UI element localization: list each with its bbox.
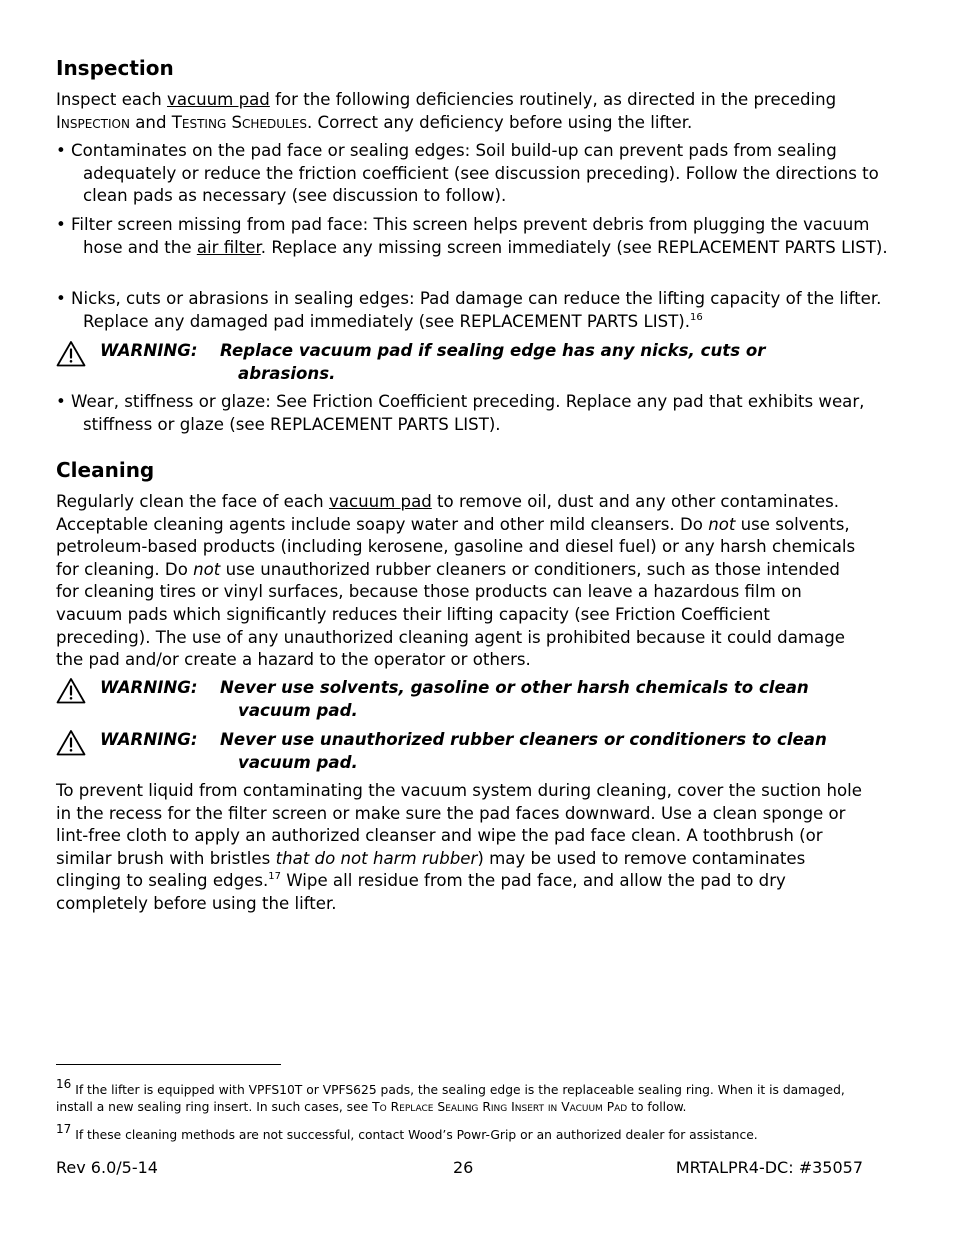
footnote-ref-17[interactable]: 17 xyxy=(268,871,281,883)
warning-label: WARNING: xyxy=(100,341,198,360)
warning-text-cont: vacuum pad. xyxy=(238,752,358,772)
warning-triangle-icon xyxy=(56,729,86,757)
warning-text: Never use solvents, gasoline or other harsh chemicals to clean xyxy=(220,678,809,697)
warning-text-cont: vacuum pad. xyxy=(238,700,358,720)
vacuum-pad-link[interactable]: vacuum pad xyxy=(167,90,270,109)
cleaning-heading: Cleaning xyxy=(56,458,155,482)
warning-triangle-icon xyxy=(56,677,86,705)
warning-text: Never use unauthorized rubber cleaners or conditioners to clean xyxy=(220,730,827,749)
warning-label: WARNING: xyxy=(100,730,198,749)
inspection-intro: Inspect each vacuum pad for the following deficiencies routinely, as directed in the preceding Inspection and Testing Schedules. Correct any deficiency before using the lifter. xyxy=(56,90,837,132)
cleaning-paragraph-2: To prevent liquid from contaminating the vacuum system during cleaning, cover the suction hole in the recess for the filter screen or make sure the pad faces downward. Use a clean sponge or lint-free cloth to apply an authorized cleanser and wipe the pad face clean. A toothbrush (or similar brush with bristles that do not harm rubber) may be used to remove contaminates clinging to sealing edges.$^{17}$ Wipe all residue from the pad face, and allow the pad to dry completely before using the lifter. xyxy=(56,781,862,913)
bullet-wear-stiffness: • Wear, stiffness or glaze: See Friction Coefficient preceding. Replace any pad that exhibits wear, stiffness or glaze (see REPLACEMENT PARTS LIST). xyxy=(56,392,865,434)
cleaning-paragraph-1: Regularly clean the face of each vacuum pad to remove oil, dust and any other contaminates. Acceptable cleaning agents include soapy water and other mild cleansers. Do not use solvents, petroleum-based products (including kerosene, gasoline and diesel fuel) or any harsh chemicals for cleaning. Do not use unauthorized rubber cleaners or conditioners, such as those intended for cleaning tires or vinyl surfaces, because those products can leave a hazardous film on vacuum pads which significantly reduces their lifting capacity (see Friction Coefficient preceding). The use of any unauthorized cleaning agent is prohibited because it could damage the pad and/or create a hazard to the operator or others. xyxy=(56,492,856,670)
footer-document-id: MRTALPR4-DC: #35057 xyxy=(675,1158,863,1177)
footnote-17: $^{17}$ If these cleaning methods are not successful, contact Wood’s Powr-Grip or an authorized dealer for assistance. xyxy=(56,1122,758,1142)
footnote-16: $^{16}$ If the lifter is equipped with VPFS10T or VPFS625 pads, the sealing edge is the replaceable sealing ring. When it is damaged, install a new sealing ring insert. In such cases, see To Replace Sealing Ring Insert in Vacuum Pad to follow. xyxy=(56,1077,845,1114)
bullet-nicks-cuts: • Nicks, cuts or abrasions in sealing edges: Pad damage can reduce the lifting capacity of the lifter. Replace any damaged pad immediately (see REPLACEMENT PARTS LIST).$^{16}$ xyxy=(56,289,882,331)
footer-page-number: 26 xyxy=(453,1158,474,1177)
air-filter-link[interactable]: air filter xyxy=(196,237,261,257)
inspection-heading: Inspection xyxy=(56,56,174,80)
vacuum-pad-link[interactable]: vacuum pad xyxy=(328,492,432,511)
footer-revision: Rev 6.0/5-14 xyxy=(56,1158,158,1177)
warning-text: Replace vacuum pad if sealing edge has any nicks, cuts or xyxy=(220,341,766,360)
footnote-divider xyxy=(56,1064,281,1065)
warning-triangle-icon xyxy=(56,340,86,368)
footnote-ref-16[interactable]: 16 xyxy=(690,311,703,323)
warning-label: WARNING: xyxy=(100,678,198,697)
bullet-contaminates: • Contaminates on the pad face or sealing edges: Soil build-up can prevent pads from sealing adequately or reduce the friction coefficient (see discussion preceding). Follow the directions to clean pads as necessary (see discussion to follow). xyxy=(56,141,879,206)
warning-text-cont: abrasions. xyxy=(238,363,336,383)
bullet-filter-screen: • Filter screen missing from pad face: This screen helps prevent debris from plugging the vacuum hose and the air filter. Replace any missing screen immediately (see REPLACEMENT PARTS LIST). xyxy=(56,215,888,257)
